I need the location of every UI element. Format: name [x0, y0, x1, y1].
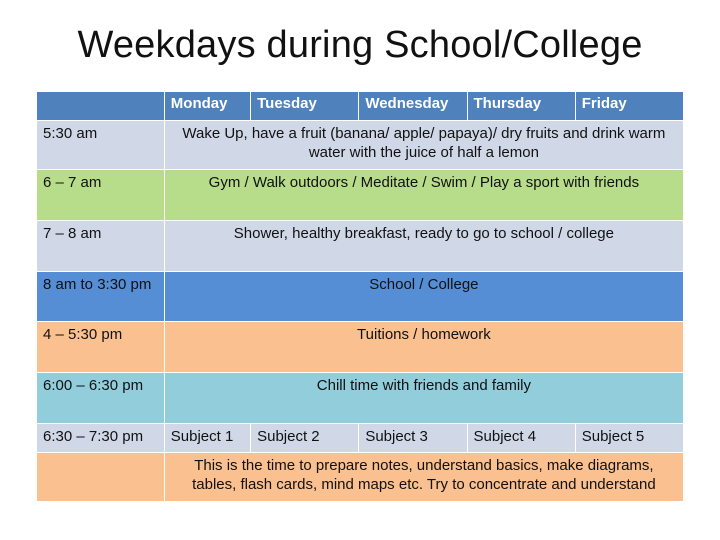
subject-cell: Subject 1: [164, 424, 250, 453]
table-row: [37, 221, 684, 272]
header-day-friday: Friday: [575, 92, 683, 121]
time-cell: 4 – 5:30 pm: [37, 322, 165, 373]
header-corner-cell: [37, 92, 165, 121]
subject-cell: Subject 5: [575, 424, 683, 453]
header-day-monday: Monday: [164, 92, 250, 121]
table-row: [37, 121, 684, 170]
note-row: [37, 453, 684, 502]
header-day-wednesday: Wednesday: [359, 92, 467, 121]
time-cell: 7 – 8 am: [37, 221, 165, 272]
subjects-row: [37, 424, 684, 453]
table-row: [37, 272, 684, 322]
activity-cell: School / College: [164, 272, 683, 322]
subject-cell: Subject 2: [251, 424, 359, 453]
time-cell: 5:30 am: [37, 121, 165, 170]
study-note-cell: This is the time to prepare notes, understand basics, make diagrams, tables, flash cards, mind maps etc. Try to concentrate and understand: [164, 453, 683, 502]
slide-title: Weekdays during School/College: [77, 24, 643, 66]
time-cell: 8 am to 3:30 pm: [37, 272, 165, 322]
activity-cell: Tuitions / homework: [164, 322, 683, 373]
header-row: [37, 92, 684, 121]
table-row: [37, 322, 684, 373]
table-row: [37, 373, 684, 424]
header-day-tuesday: Tuesday: [251, 92, 359, 121]
activity-cell: Shower, healthy breakfast, ready to go to school / college: [164, 221, 683, 272]
weekday-schedule-table: [36, 91, 684, 502]
time-cell: 6 – 7 am: [37, 170, 165, 221]
subject-cell: Subject 4: [467, 424, 575, 453]
activity-cell: Chill time with friends and family: [164, 373, 683, 424]
activity-cell: Wake Up, have a fruit (banana/ apple/ papaya)/ dry fruits and drink warm water with the juice of half a lemon: [164, 121, 683, 170]
activity-cell: Gym / Walk outdoors / Meditate / Swim / Play a sport with friends: [164, 170, 683, 221]
time-cell: 6:00 – 6:30 pm: [37, 373, 165, 424]
header-day-thursday: Thursday: [467, 92, 575, 121]
time-cell: 6:30 – 7:30 pm: [37, 424, 165, 453]
table-row: [37, 170, 684, 221]
subject-cell: Subject 3: [359, 424, 467, 453]
time-cell: [37, 453, 165, 502]
